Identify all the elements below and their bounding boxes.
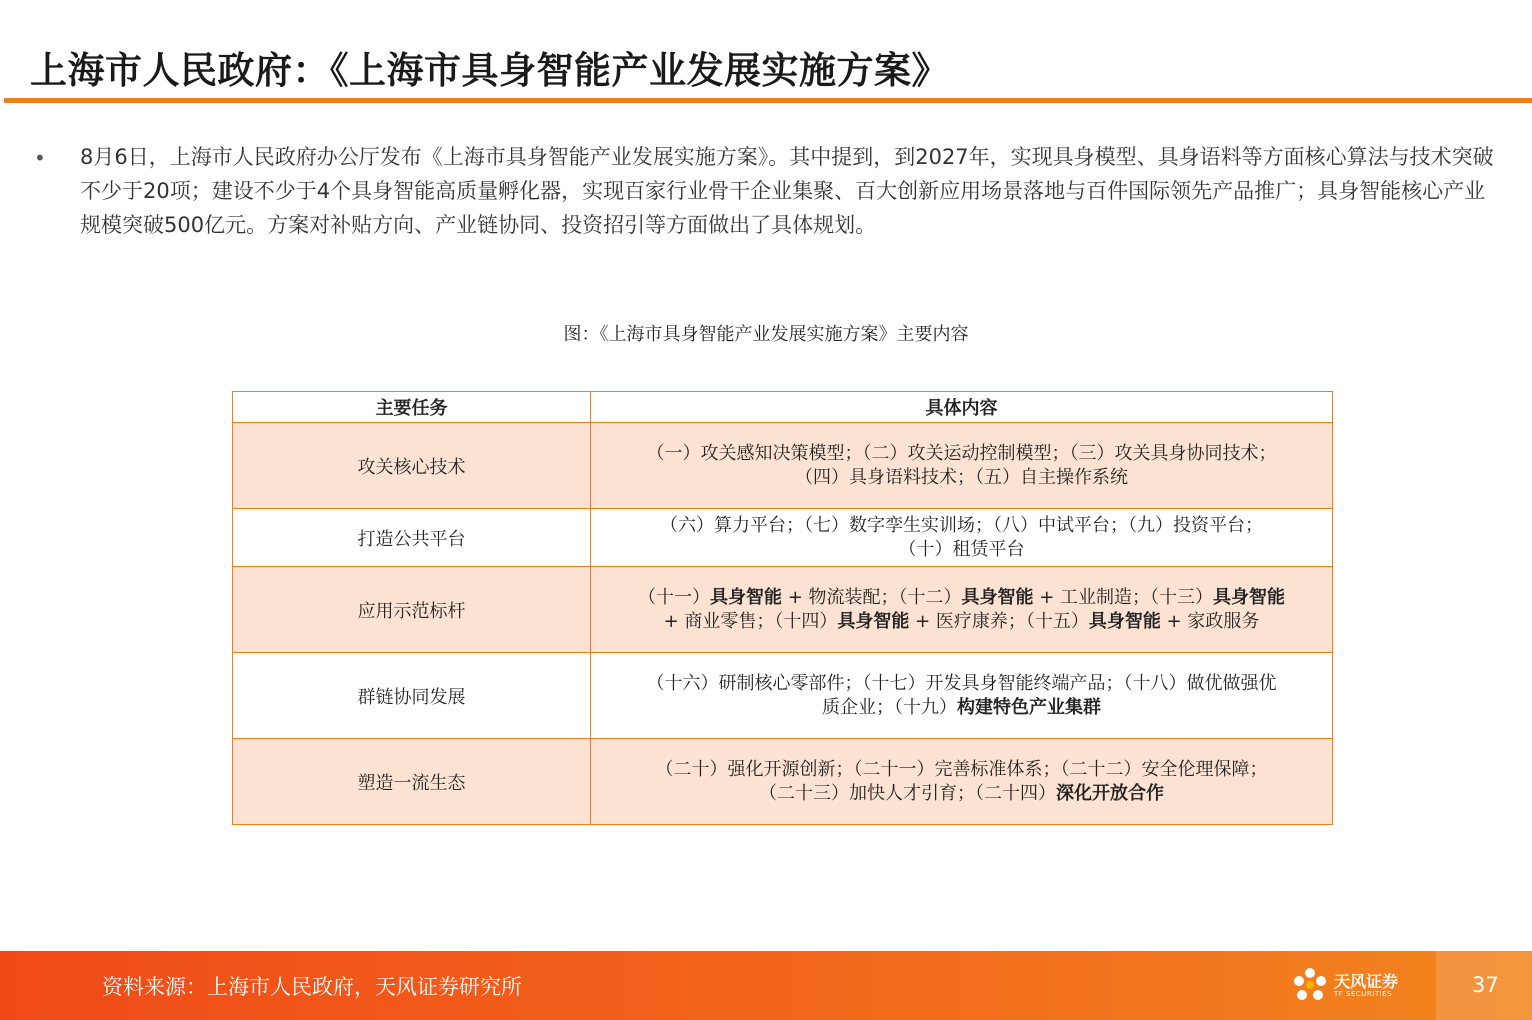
- content-bold: 具身智能: [1088, 610, 1161, 632]
- content-bold: 具身智能: [961, 586, 1034, 608]
- content-text: 质企业；（十九）: [822, 696, 957, 718]
- header-specific-content: 具体内容: [591, 392, 1333, 423]
- task-cell: 塑造一流生态: [233, 739, 591, 825]
- page-number: 37: [1472, 973, 1499, 997]
- content-cell: [591, 653, 1333, 739]
- content-text: + 工业制造；（十三）: [1033, 586, 1214, 608]
- task-cell: 攻关核心技术: [233, 423, 591, 509]
- logo-name: 天风证券: [1334, 972, 1399, 991]
- title-underline: [4, 98, 1532, 103]
- content-line: （六）算力平台；（七）数字孪生实训场；（八）中试平台；（九）投资平台；: [660, 514, 1263, 536]
- content-line: （十）租赁平台: [898, 538, 1025, 560]
- content-bold: 具身智能: [1213, 586, 1286, 608]
- content-bold: 构建特色产业集群: [957, 696, 1101, 718]
- table-row: [233, 509, 1333, 567]
- task-cell: 应用示范标杆: [233, 567, 591, 653]
- flower-logo-icon: [1290, 965, 1330, 1007]
- bullet-paragraph: 8月6日，上海市人民政府办公厅发布《上海市具身智能产业发展实施方案》。其中提到，到2027年，实现具身模型、具身语料等方面核心算法与技术突破不少于20项；建设不少于4个具身智能高质量孵化器，实现百家行业骨干企业集聚、百大创新应用场景落地与百件国际领先产品推广；具身智能核心产业规模突破500亿元。方案对补贴方向、产业链协同、投资招引等方面做出了具体规划。: [80, 145, 1494, 237]
- table-row: [233, 653, 1333, 739]
- plan-table: [232, 391, 1333, 825]
- content-cell: [591, 423, 1333, 509]
- content-text: + 物流装配；（十二）: [781, 586, 962, 608]
- content-cell: [591, 739, 1333, 825]
- page-title: 上海市人民政府：《上海市具身智能产业发展实施方案》: [30, 49, 949, 92]
- footer-bar: [0, 951, 1532, 1020]
- content-line: （十六）研制核心零部件；（十七）开发具身智能终端产品；（十八）做优做强优: [646, 672, 1277, 694]
- content-text: （十一）: [637, 586, 710, 608]
- content-cell: [591, 509, 1333, 567]
- content-text: + 家政服务: [1160, 610, 1260, 632]
- task-cell: 群链协同发展: [233, 653, 591, 739]
- header-main-task: 主要任务: [233, 392, 591, 423]
- figure-caption: 图：《上海市具身智能产业发展实施方案》主要内容: [563, 324, 969, 345]
- logo-subtitle: TF SECURITIES: [1334, 990, 1393, 998]
- content-line: （一）攻关感知决策模型；（二）攻关运动控制模型；（三）攻关具身协同技术；: [646, 442, 1277, 464]
- source-note: 资料来源：上海市人民政府，天风证券研究所: [102, 975, 522, 999]
- content-line: （四）具身语料技术；（五）自主操作系统: [795, 466, 1128, 488]
- content-bold: 深化开放合作: [1056, 782, 1164, 804]
- bullet-icon: •: [34, 146, 46, 170]
- content-line: （二十）强化开源创新；（二十一）完善标准体系；（二十二）安全伦理保障；: [655, 758, 1268, 780]
- content-cell: [591, 567, 1333, 653]
- content-bold: 具身智能: [709, 586, 782, 608]
- table-row: [233, 567, 1333, 653]
- table-header-row: [233, 392, 1333, 423]
- company-logo: [1290, 965, 1410, 1007]
- content-text: + 医疗康养；（十五）: [909, 610, 1089, 632]
- table-row: [233, 423, 1333, 509]
- content-bold: 具身智能: [837, 610, 910, 632]
- task-cell: 打造公共平台: [233, 509, 591, 567]
- table-row: [233, 739, 1333, 825]
- content-text: + 商业零售；（十四）: [663, 610, 838, 632]
- content-text: （二十三）加快人才引育；（二十四）: [759, 782, 1056, 804]
